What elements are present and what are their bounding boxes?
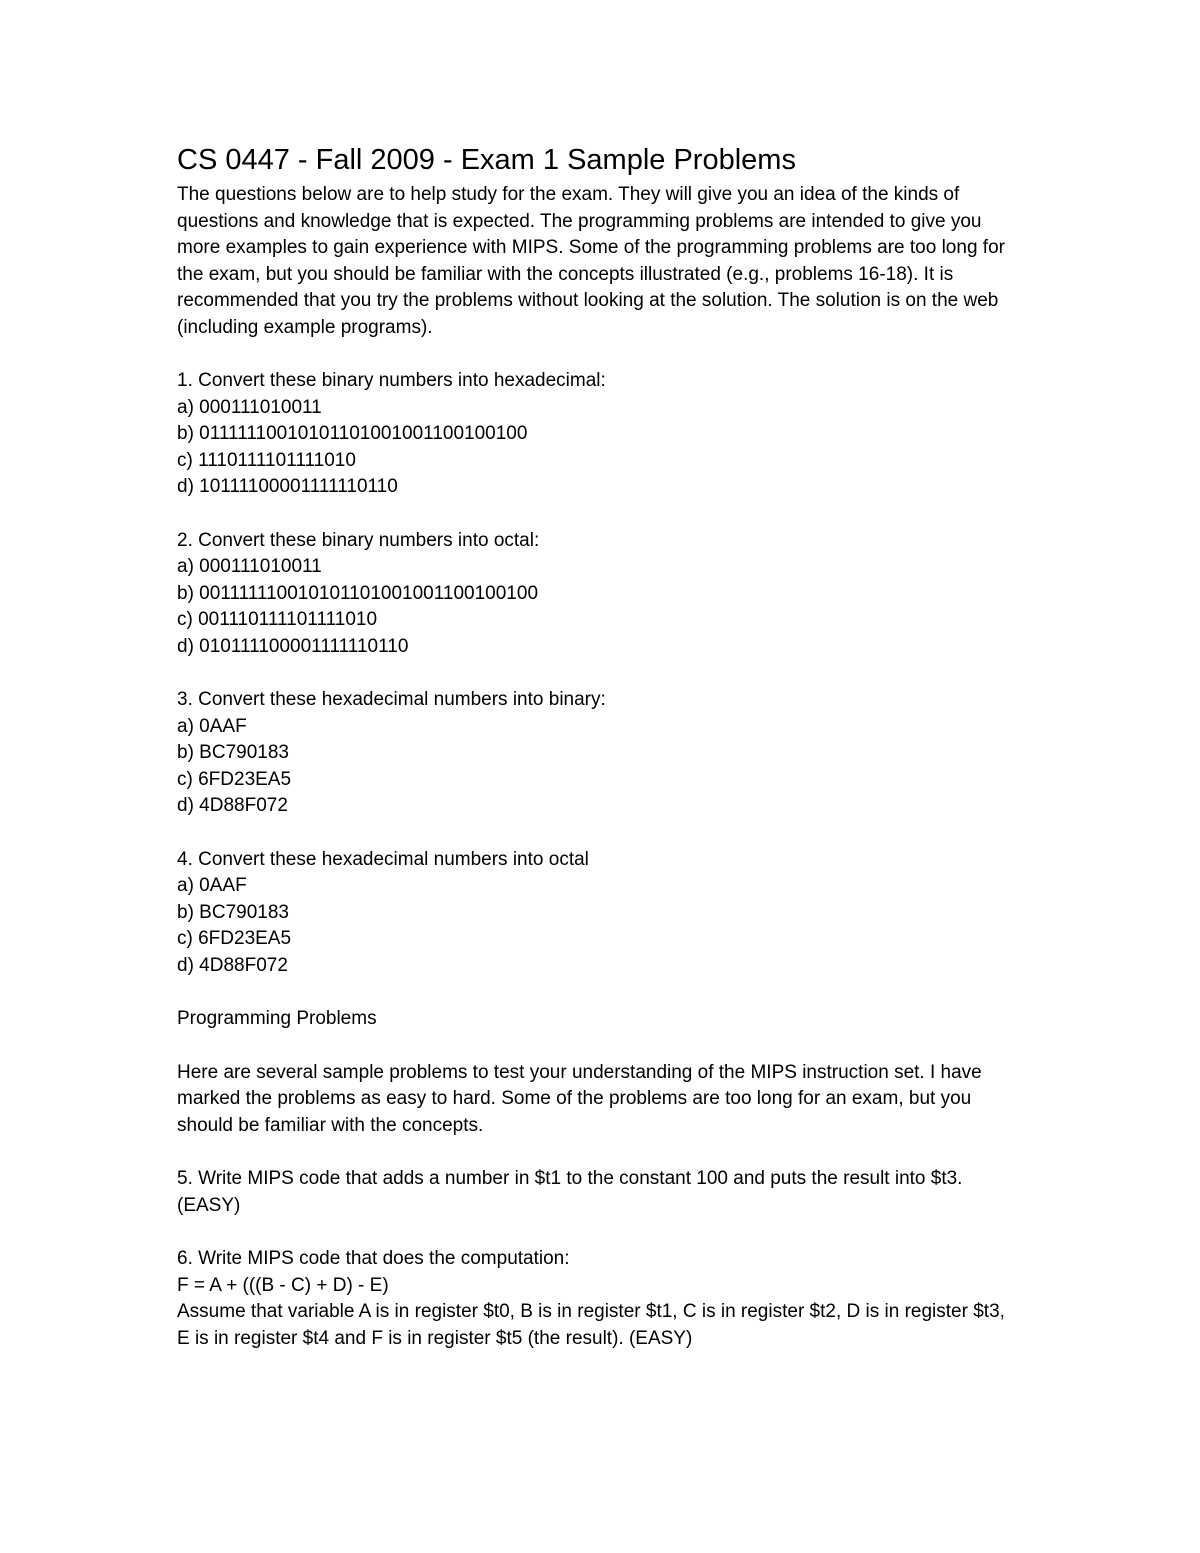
- question-5: [177, 1166, 1037, 1219]
- question-5-line-1: 5. Write MIPS code that adds a number in $t1 to the constant 100 and puts the result into $t3.: [177, 1168, 963, 1189]
- question-4-item-d: d) 4D88F072: [177, 954, 288, 976]
- question-6-line-1: 6. Write MIPS code that does the computation:: [177, 1248, 570, 1269]
- intro-paragraph: The questions below are to help study for the exam. They will give you an idea of the kinds of questions and knowledge that is expected. The programming problems are intended to give you more examples to gain experience with MIPS. Some of the programming problems are too long for the exam, but you should be familiar with the concepts illustrated (e.g., problems 16-18). It is recommended that you try the problems without looking at the solution. The solution is on the web (including example programs).: [177, 184, 1005, 338]
- question-1: [177, 368, 1037, 501]
- question-4: [177, 847, 1037, 980]
- question-6: [177, 1246, 1037, 1352]
- question-6-line-3: Assume that variable A is in register $t0, B is in register $t1, C is in register $t2, D is in register $t3, E is in register $t4 and F is in register $t5 (the result). (EASY): [177, 1301, 1005, 1349]
- question-6-line-2: F = A + (((B - C) + D) - E): [177, 1274, 389, 1296]
- question-2-item-b: b) 001111110010101101001001100100100: [177, 582, 539, 604]
- spacer: [177, 660, 1037, 687]
- question-1-item-b: b) 01111110010101101001001100100100: [177, 423, 528, 444]
- spacer: [177, 1033, 1037, 1060]
- question-4-item-c: c) 6FD23EA5: [177, 928, 292, 949]
- document-title: CS 0447 - Fall 2009 - Exam 1 Sample Problems: [177, 144, 796, 176]
- question-1-item-c: c) 1110111101111010: [177, 449, 356, 471]
- programming-intro: Here are several sample problems to test your understanding of the MIPS instruction set. I have marked the problems as easy to hard. Some of the problems are too long for an exam, but you should be familiar with the concepts.: [177, 1061, 982, 1136]
- spacer: [177, 820, 1037, 847]
- question-2: [177, 528, 1037, 661]
- spacer: [177, 1219, 1037, 1246]
- question-3-item-d: d) 4D88F072: [177, 795, 288, 816]
- question-4-prompt: 4. Convert these hexadecimal numbers into octal: [177, 848, 589, 870]
- programming-heading: Programming Problems: [177, 1008, 377, 1029]
- question-1-item-a: a) 000111010011: [177, 396, 322, 418]
- question-3: [177, 687, 1037, 820]
- spacer: [177, 979, 1037, 1006]
- question-2-item-d: d) 010111100001111110110: [177, 635, 409, 657]
- spacer: [177, 1139, 1037, 1166]
- question-3-item-a: a) 0AAF: [177, 715, 247, 737]
- question-1-prompt: 1. Convert these binary numbers into hexadecimal:: [177, 370, 606, 391]
- question-3-item-b: b) BC790183: [177, 742, 289, 763]
- question-3-prompt: 3. Convert these hexadecimal numbers into binary:: [177, 689, 606, 710]
- document-body: [177, 140, 1037, 1352]
- question-4-item-a: a) 0AAF: [177, 875, 247, 896]
- question-2-item-c: c) 001110111101111010: [177, 609, 378, 630]
- question-1-item-d: d) 10111100001111110110: [177, 476, 398, 497]
- question-4-item-b: b) BC790183: [177, 901, 289, 923]
- question-2-item-a: a) 000111010011: [177, 556, 322, 577]
- question-3-item-c: c) 6FD23EA5: [177, 768, 292, 790]
- question-2-prompt: 2. Convert these binary numbers into octal:: [177, 529, 540, 551]
- spacer: [177, 341, 1037, 368]
- question-5-line-2: (EASY): [177, 1194, 241, 1216]
- spacer: [177, 501, 1037, 528]
